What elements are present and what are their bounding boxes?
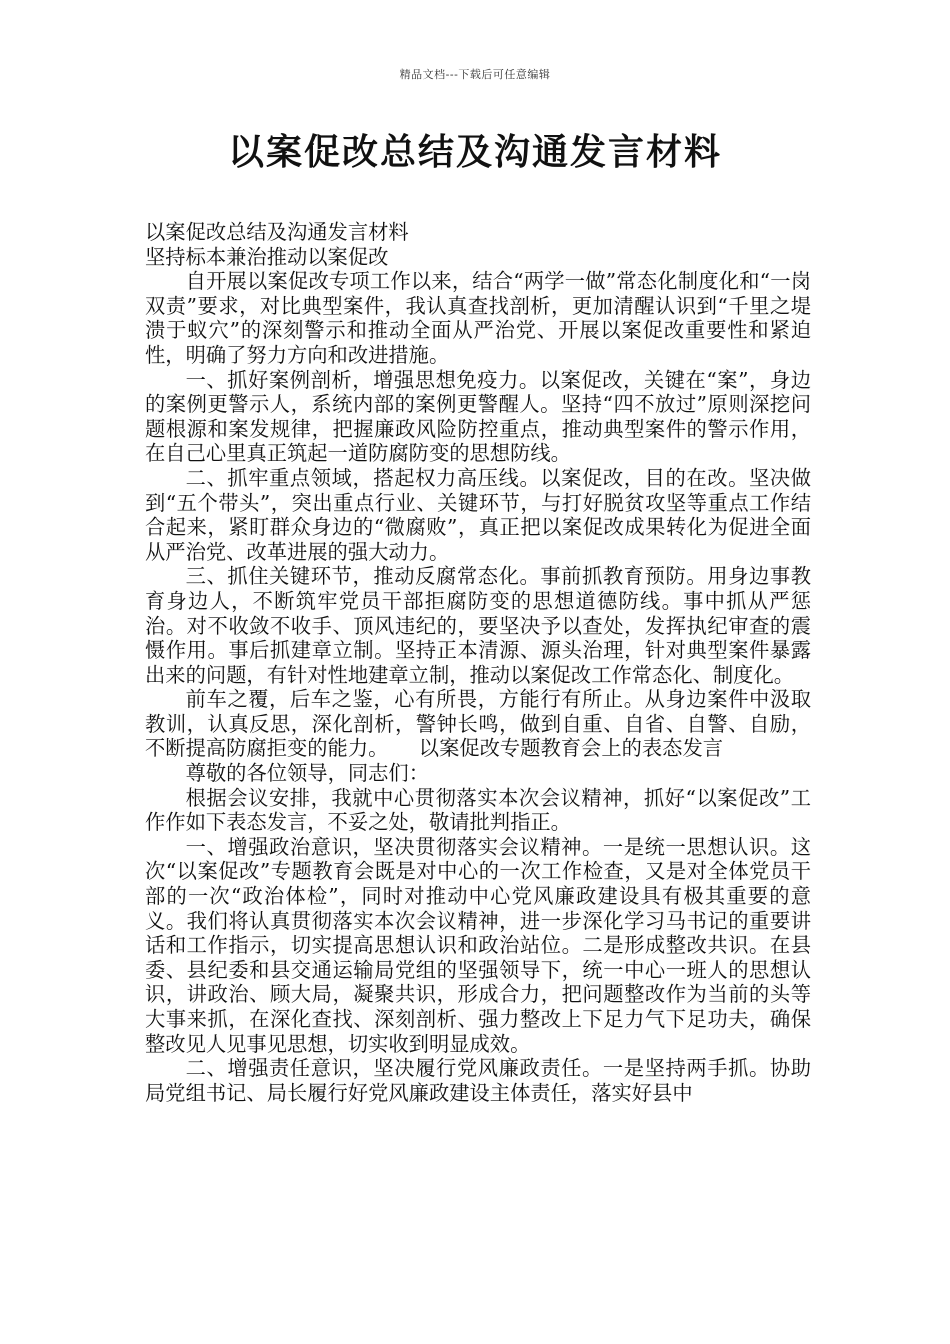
body-paragraph: 一、抓好案例剖析，增强思想免疫力。以案促改，关键在“案”，身边的案例更警示人，系统内部的案例更警醒人。坚持“四不放过”原则深挖问题根源和案发规律，把握廉政风险防控重点，推动典型案件的警示作用，在自己心里真正筑起一道防腐防变的思想防线。 (145, 367, 811, 466)
body-paragraph: 尊敬的各位领导，同志们： (185, 761, 429, 786)
body-paragraph: 一、增强政治意识，坚决贯彻落实会议精神。一是统一思想认识。这次“以案促改”专题教育会既是对中心的一次工作检查，又是对全体党员干部的一次“政治体检”，同时对推动中心党风廉政建设具有极其重要的意义。我们将认真贯彻落实本次会议精神，进一步深化学习马书记的重要讲话和工作指示，切实提高思想认识和政治站位。二是形成整改共识。在县委、县纪委和县交通运输局党组的坚强领导下，统一中心一班人的思想认识，讲政治、顾大局，凝聚共识，形成合力，把问题整改作为当前的头等大事来抓，在深化查找、深刻剖析、强力整改上下足力气下足功夫，确保整改见人见事见思想，切实收到明显成效。 (145, 834, 811, 1056)
body-subtitle: 以案促改总结及沟通发言材料 (145, 220, 409, 244)
page-header-watermark: 精品文档---下载后可任意编辑 (399, 68, 551, 81)
body-paragraph: 自开展以案促改专项工作以来，结合“两学一做”常态化制度化和“一岗双责”要求，对比典型案件，我认真查找剖析，更加清醒认识到“千里之堤溃于蚁穴”的深刻警示和推动全面从严治党、开展以案促改重要性和紧迫性，明确了努力方向和改进措施。 (145, 269, 811, 367)
body-paragraph: 二、抓牢重点领域，搭起权力高压线。以案促改，目的在改。坚决做到“五个带头”，突出重点行业、关键环节，与打好脱贫攻坚等重点工作结合起来，紧盯群众身边的“微腐败”，真正把以案促改成果转化为促进全面从严治党、改革进展的强大动力。 (145, 465, 811, 564)
body-paragraph: 二、增强责任意识，坚决履行党风廉政责任。一是坚持两手抓。协助局党组书记、局长履行好党风廉政建设主体责任，落实好县中 (145, 1056, 811, 1105)
document-body (145, 220, 811, 1105)
section-heading: 坚持标本兼治推动以案促改 (145, 244, 389, 269)
body-paragraph: 根据会议安排，我就中心贯彻落实本次会议精神，抓好“以案促改”工作作如下表态发言，不妥之处，敬请批判指正。 (145, 785, 811, 835)
document-title: 以案促改总结及沟通发言材料 (227, 132, 722, 173)
body-paragraph: 三、抓住关键环节，推动反腐常态化。事前抓教育预防。用身边事教育身边人，不断筑牢党员干部拒腐防变的思想道德防线。事中抓从严惩治。对不收敛不收手、顶风违纪的，要坚决予以查处，发挥执纪审查的震慑作用。事后抓建章立制。坚持正本清源、源头治理，针对典型案件暴露出来的问题，有针对性地建章立制，推动以案促改工作常态化、制度化。 (145, 564, 811, 687)
body-paragraph: 前车之覆，后车之鉴，心有所畏，方能行有所止。从身边案件中汲取教训，认真反思，深化剖析，警钟长鸣，做到自重、自省、自警、自励，不断提高防腐拒变的能力。 以案促改专题教育会上的表态发言 (145, 687, 811, 761)
